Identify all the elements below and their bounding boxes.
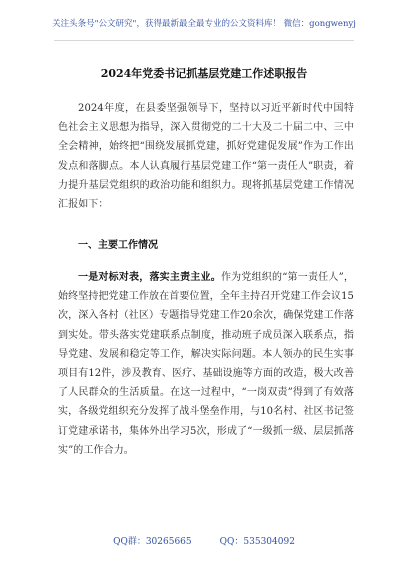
- footer-contact: [0, 536, 408, 548]
- paragraph-body-text: 作为党组织的“第一责任人”，始终坚持把党建工作放在首要位置，全年主持召开党建工作会议15次，深入各村（社区）专题指导党建工作20余次，确保党建工作落到实处。带头落实党建联系点制度，推动班子成员深入联系点，指导党建、发展和稳定等工作，解决实际问题。本人领办的民生实事项目有12件，涉及教育、医疗、基础设施等方面的改造，极大改善了人民群众的生活质量。在这一过程中，“一岗双责”得到了有效落实，各级党组织充分发挥了战斗堡垒作用，与10名村、社区书记签订党建承诺书，集体外出学习5次，形成了“一级抓一级、层层抓落实”的工作合力。: [58, 272, 355, 456]
- document-title: 2024年党委书记抓基层党建工作述职报告: [100, 67, 308, 80]
- section-heading-main-work: 一、主要工作情况: [78, 240, 158, 251]
- paragraph-responsibility: [58, 268, 354, 460]
- header-banner[interactable]: 关注头条号"公文研究"，获得最新最全最专业的公文资料库！ 微信：gongwenyj: [52, 19, 356, 29]
- footer-qq-group[interactable]: QQ群：30265665: [113, 537, 192, 547]
- footer-qq-number[interactable]: QQ：535304092: [219, 537, 295, 547]
- paragraph-lead-bold: 一是对标对表，落实主责主业。: [78, 272, 221, 283]
- header-divider: [54, 40, 354, 41]
- intro-paragraph: 2024年度，在县委坚强领导下，坚持以习近平新时代中国特色社会主义思想为指导，深入贯彻党的二十大及二十届二中、三中全会精神，始终把“围绕发展抓党建，抓好党建促发展”作为工作出发点和落脚点。本人认真履行基层党建工作“第一责任人”职责，着力提升基层党组织的政治功能和组织力。现将抓基层党建工作情况汇报如下：: [58, 103, 354, 211]
